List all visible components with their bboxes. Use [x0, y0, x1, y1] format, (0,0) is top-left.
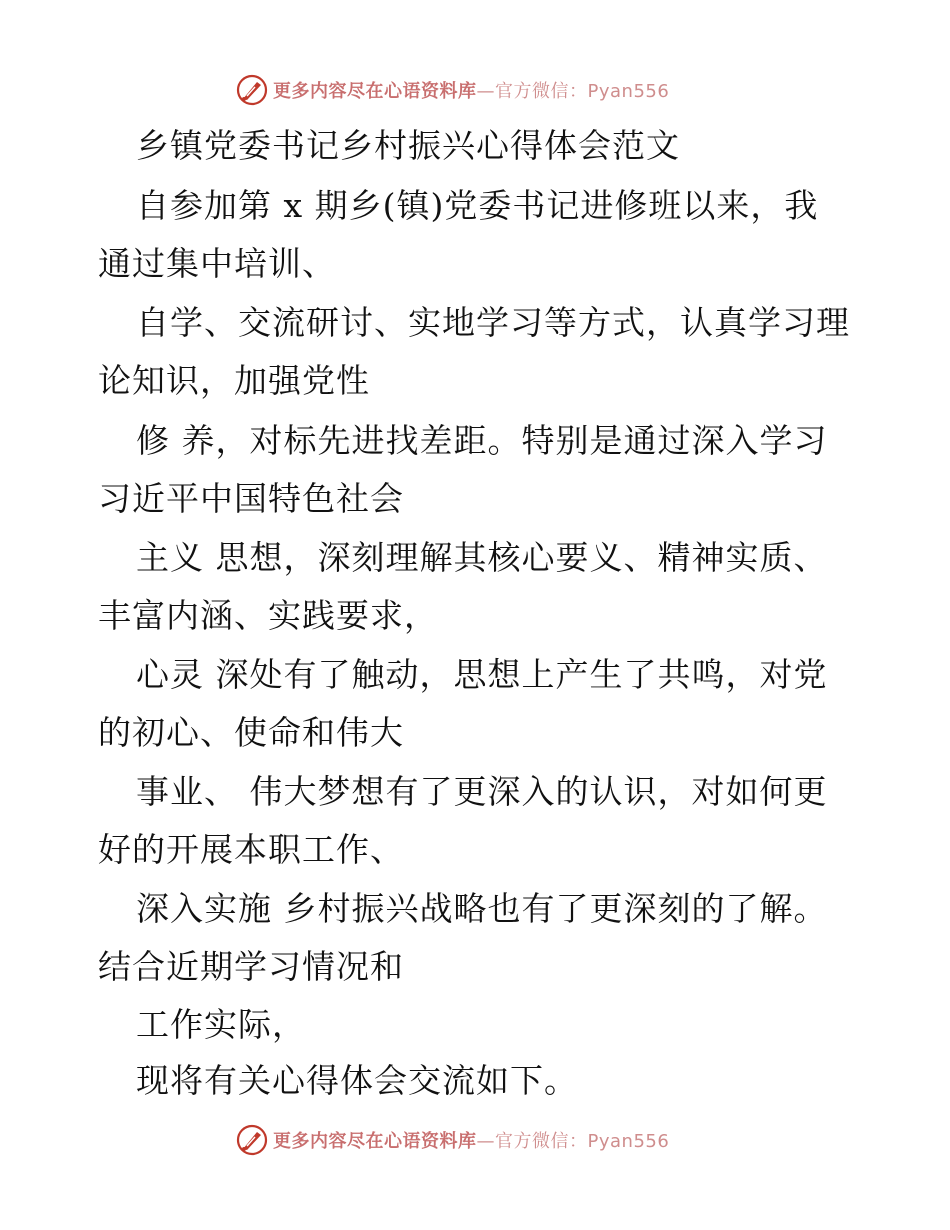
paragraph-line: 深入实施 乡村振兴战略也有了更深刻的了解。 — [136, 889, 828, 928]
paragraph-line: 修 养，对标先进找差距。特别是通过深入学习 — [136, 421, 828, 460]
watermark-brand: 更多内容尽在心语资料库 — [273, 1131, 477, 1152]
paragraph-line: 工作实际， — [136, 1005, 306, 1044]
paragraph-line: 现将有关心得体会交流如下。 — [136, 1061, 578, 1100]
paragraph-line: 丰富内涵、实践要求， — [98, 596, 438, 635]
paragraph-line: 习近平中国特色社会 — [98, 479, 404, 518]
paragraph-line: 论知识，加强党性 — [98, 361, 370, 400]
watermark-text — [273, 77, 669, 103]
paragraph-line: 事业、 伟大梦想有了更深入的认识，对如何更 — [136, 772, 828, 811]
quill-logo-icon — [235, 73, 269, 107]
paragraph-line: 结合近期学习情况和 — [98, 947, 404, 986]
document-title: 乡镇党委书记乡村振兴心得体会范文 — [136, 126, 680, 165]
paragraph-line: 的初心、使命和伟大 — [98, 713, 404, 752]
paragraph-line: 好的开展本职工作、 — [98, 830, 404, 869]
paragraph-line: 自学、交流研讨、实地学习等方式，认真学习理 — [136, 303, 850, 342]
watermark-text — [273, 1127, 669, 1153]
watermark-header — [235, 72, 715, 108]
watermark-brand: 更多内容尽在心语资料库 — [273, 81, 477, 102]
paragraph-line: 通过集中培训、 — [98, 244, 336, 283]
watermark-footer — [235, 1122, 715, 1158]
paragraph-line: 自参加第 x 期乡(镇)党委书记进修班以来，我 — [136, 186, 819, 225]
watermark-contact: —官方微信：Pyan556 — [476, 81, 670, 102]
paragraph-line: 心灵 深处有了触动，思想上产生了共鸣，对党 — [136, 655, 828, 694]
paragraph-line: 主义 思想，深刻理解其核心要义、精神实质、 — [136, 538, 828, 577]
watermark-contact: —官方微信：Pyan556 — [476, 1131, 670, 1152]
quill-logo-icon — [235, 1123, 269, 1157]
